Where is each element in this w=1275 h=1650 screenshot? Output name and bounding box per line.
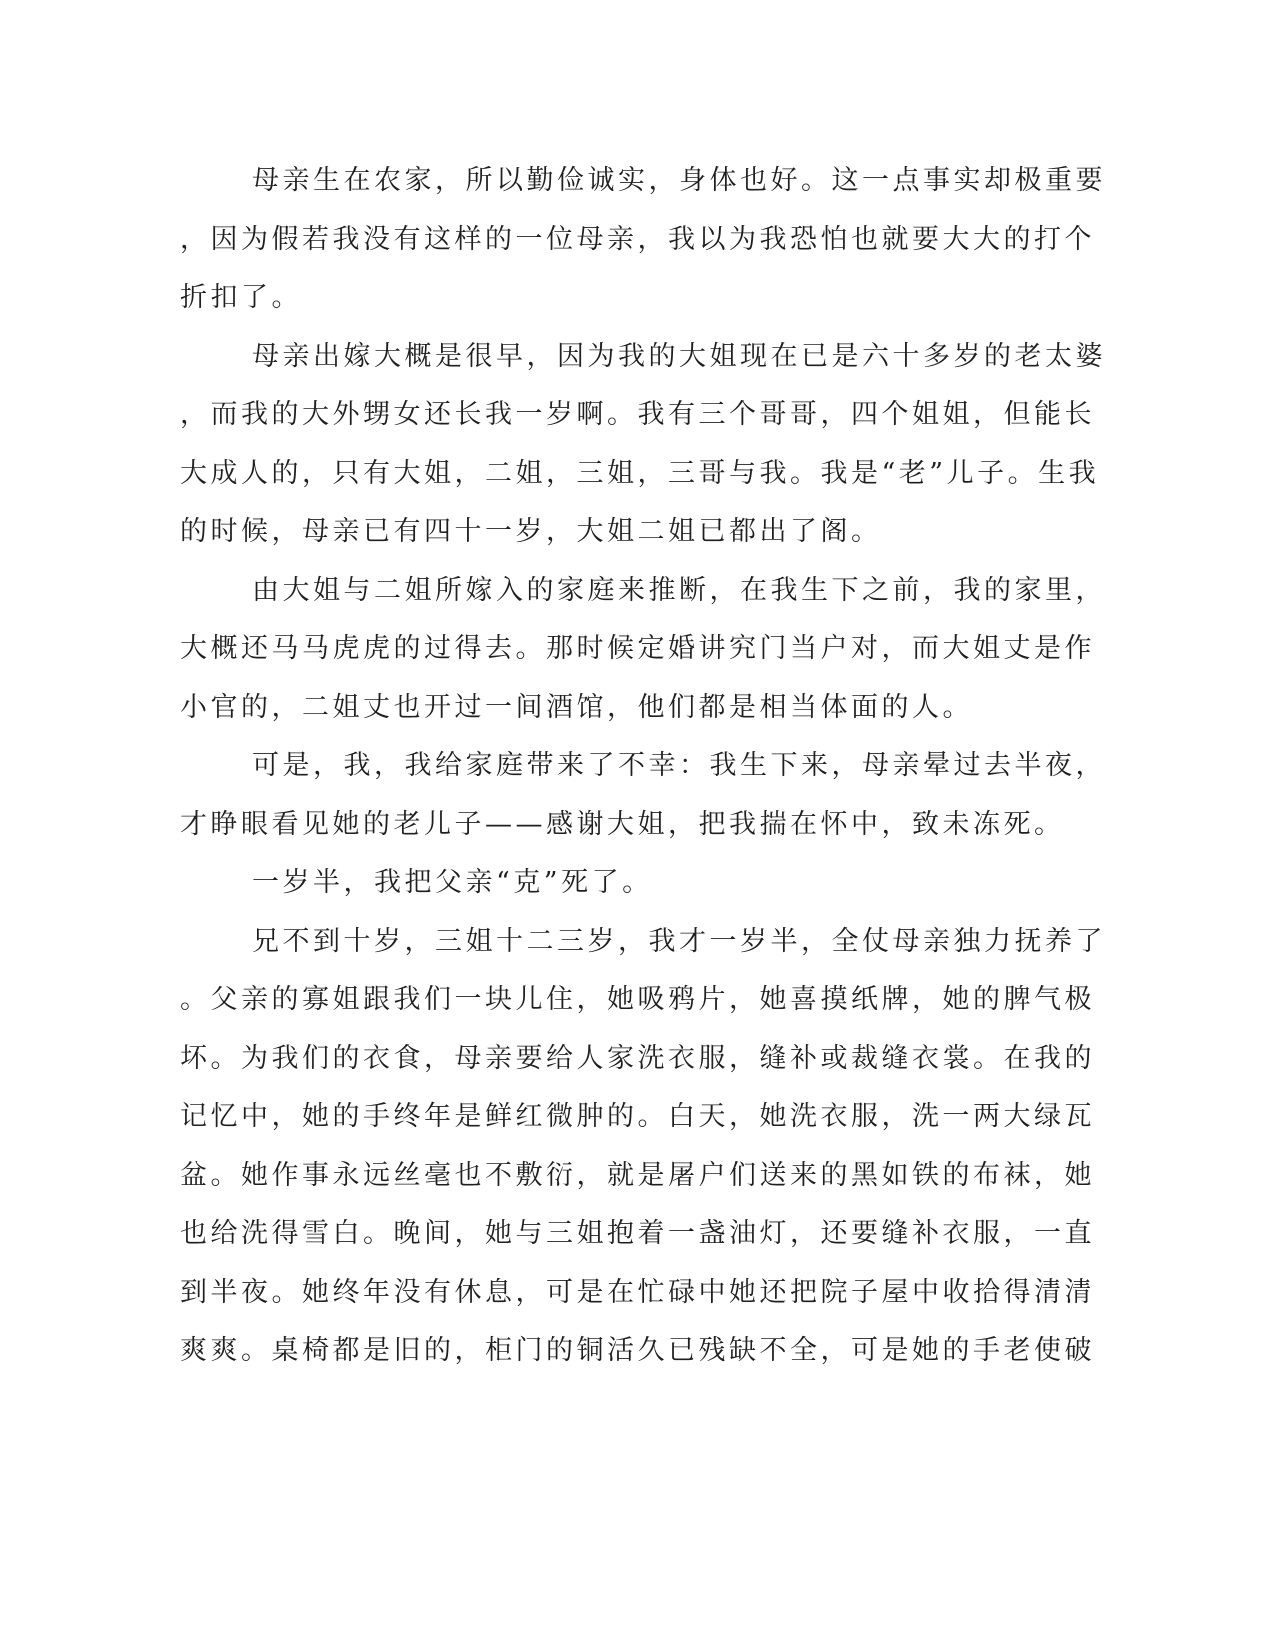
body-text (180, 152, 1106, 1381)
text-line: 可是，我，我给家庭带来了不幸：我生下来，母亲晕过去半夜， (252, 750, 1106, 781)
text-line: 记忆中，她的手终年是鲜红微肿的。白天，她洗衣服，洗一两大绿瓦 (180, 1101, 1095, 1132)
text-line: 坏。为我们的衣食，母亲要给人家洗衣服，缝补或裁缝衣裳。在我的 (180, 1042, 1095, 1074)
text-line: 到半夜。她终年没有休息，可是在忙碌中她还把院子屋中收拾得清清 (180, 1276, 1095, 1308)
text-line: 。父亲的寡姐跟我们一块儿住，她吸鸦片，她喜摸纸牌，她的脾气极 (180, 984, 1095, 1015)
text-line: 兄不到十岁，三姐十二三岁，我才一岁半，全仗母亲独力抚养了 (252, 925, 1106, 957)
text-line: 的时候，母亲已有四十一岁，大姐二姐已都出了阁。 (180, 516, 882, 547)
text-line: 母亲出嫁大概是很早，因为我的大姐现在已是六十多岁的老太婆 (252, 340, 1106, 372)
text-line: 大成人的，只有大姐，二姐，三姐，三哥与我。我是“老”儿子。生我 (180, 457, 1100, 489)
text-line: 也给洗得雪白。晚间，她与三姐抱着一盏油灯，还要缝补衣服，一直 (180, 1218, 1095, 1249)
text-line: ，因为假若我没有这样的一位母亲，我以为我恐怕也就要大大的打个 (180, 223, 1095, 255)
text-line: 一岁半，我把父亲“克”死了。 (252, 867, 653, 898)
text-line: 才睁眼看见她的老儿子——感谢大姐，把我揣在怀中，致未冻死。 (180, 808, 1065, 840)
text-line: 由大姐与二姐所嫁入的家庭来推断，在我生下之前，我的家里， (252, 574, 1106, 606)
text-line: 母亲生在农家，所以勤俭诚实，身体也好。这一点事实却极重要 (252, 165, 1106, 196)
text-line: 小官的，二姐丈也开过一间酒馆，他们都是相当体面的人。 (180, 691, 973, 723)
text-line: 盆。她作事永远丝毫也不敷衍，就是屠户们送来的黑如铁的布袜，她 (180, 1159, 1095, 1191)
text-line: 大概还马马虎虎的过得去。那时候定婚讲究门当户对，而大姐丈是作 (180, 633, 1095, 664)
text-line: ，而我的大外甥女还长我一岁啊。我有三个哥哥，四个姐姐，但能长 (180, 399, 1095, 430)
text-line: 爽爽。桌椅都是旧的，柜门的铜活久已残缺不全，可是她的手老使破 (180, 1335, 1095, 1366)
text-line: 折扣了。 (180, 282, 302, 313)
